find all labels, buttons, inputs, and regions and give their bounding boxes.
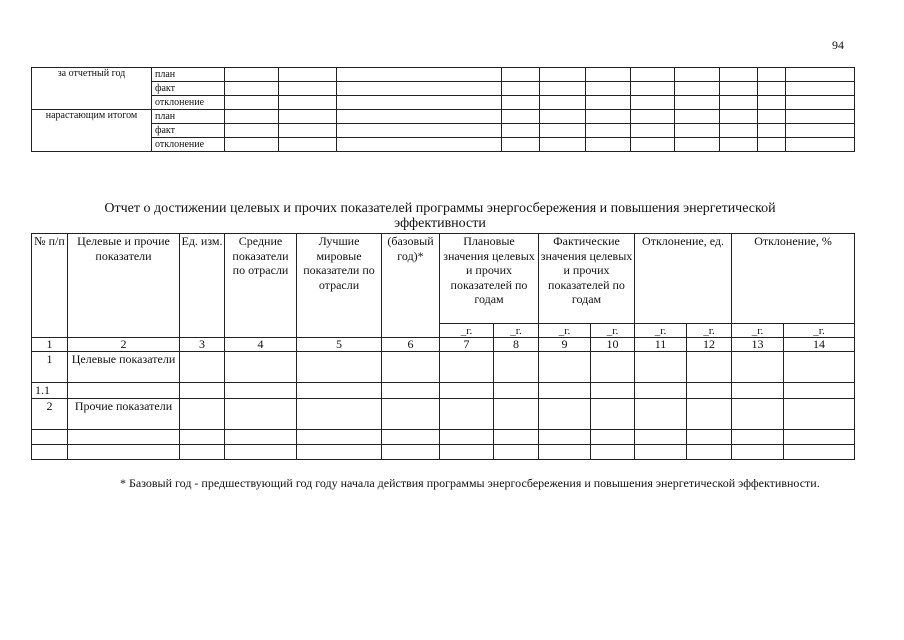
row-label: факт [152, 82, 225, 96]
column-number: 10 [591, 338, 635, 352]
year-cell: _г. [539, 324, 591, 338]
column-number: 3 [180, 338, 225, 352]
row-number [32, 429, 68, 444]
row-number: 1 [32, 352, 68, 383]
column-number-row [32, 338, 855, 352]
column-number: 2 [68, 338, 180, 352]
header-dev-units: Отклонение, ед. [635, 234, 732, 324]
header-unit: Ед. изм. [180, 234, 225, 338]
top-row [32, 138, 855, 152]
column-number: 1 [32, 338, 68, 352]
table-row [32, 398, 855, 429]
year-cell: _г. [784, 324, 855, 338]
header-base: (базовый год)* [382, 234, 440, 338]
header-planned: Плановые значения целевых и прочих показателей по годам [440, 234, 539, 324]
column-number: 11 [635, 338, 687, 352]
row-label: отклонение [152, 138, 225, 152]
report-table [31, 233, 855, 460]
top-row [32, 68, 855, 82]
top-continuation-table [31, 67, 855, 152]
row-name: Целевые показатели [68, 352, 180, 383]
row-label: план [152, 110, 225, 124]
row-label: план [152, 68, 225, 82]
year-cell: _г. [591, 324, 635, 338]
top-row [32, 110, 855, 124]
header-actual: Фактические значения целевых и прочих показателей по годам [539, 234, 635, 324]
table-row [32, 444, 855, 459]
footnote-text: * Базовый год - предшествующий год году начала действия программы энергосбережения и повышения энергетической эффективности. [120, 476, 820, 490]
top-row [32, 96, 855, 110]
row-name [68, 383, 180, 399]
column-number: 12 [687, 338, 732, 352]
year-cell: _г. [440, 324, 494, 338]
year-cell: _г. [494, 324, 539, 338]
row-number [32, 444, 68, 459]
top-row [32, 82, 855, 96]
row-number: 1.1 [32, 383, 68, 399]
footnote [92, 475, 854, 491]
table-row [32, 352, 855, 383]
header-row [32, 234, 855, 324]
column-number: 13 [732, 338, 784, 352]
row-label: отклонение [152, 96, 225, 110]
row-name [68, 444, 180, 459]
report-title: Отчет о достижении целевых и прочих показателей программы энергосбережения и повышения энергетической эффективности [104, 201, 776, 231]
header-best: Лучшие мировые показатели по отрасли [297, 234, 382, 338]
column-number: 5 [297, 338, 382, 352]
column-number: 8 [494, 338, 539, 352]
row-name: Прочие показатели [68, 398, 180, 429]
table-row [32, 383, 855, 399]
column-number: 14 [784, 338, 855, 352]
column-number: 6 [382, 338, 440, 352]
top-row [32, 124, 855, 138]
table-row [32, 429, 855, 444]
year-cell: _г. [732, 324, 784, 338]
group-label: нарастающим итогом [32, 110, 152, 152]
header-dev-pct: Отклонение, % [732, 234, 855, 324]
header-num: № п/п [32, 234, 68, 338]
page-number: 94 [832, 38, 844, 52]
header-avg: Средние показатели по отрасли [225, 234, 297, 338]
row-label: факт [152, 124, 225, 138]
year-cell: _г. [635, 324, 687, 338]
row-name [68, 429, 180, 444]
column-number: 7 [440, 338, 494, 352]
header-indicators: Целевые и прочие показатели [68, 234, 180, 338]
group-label: за отчетный год [32, 68, 152, 110]
row-number: 2 [32, 398, 68, 429]
column-number: 9 [539, 338, 591, 352]
column-number: 4 [225, 338, 297, 352]
year-cell: _г. [687, 324, 732, 338]
